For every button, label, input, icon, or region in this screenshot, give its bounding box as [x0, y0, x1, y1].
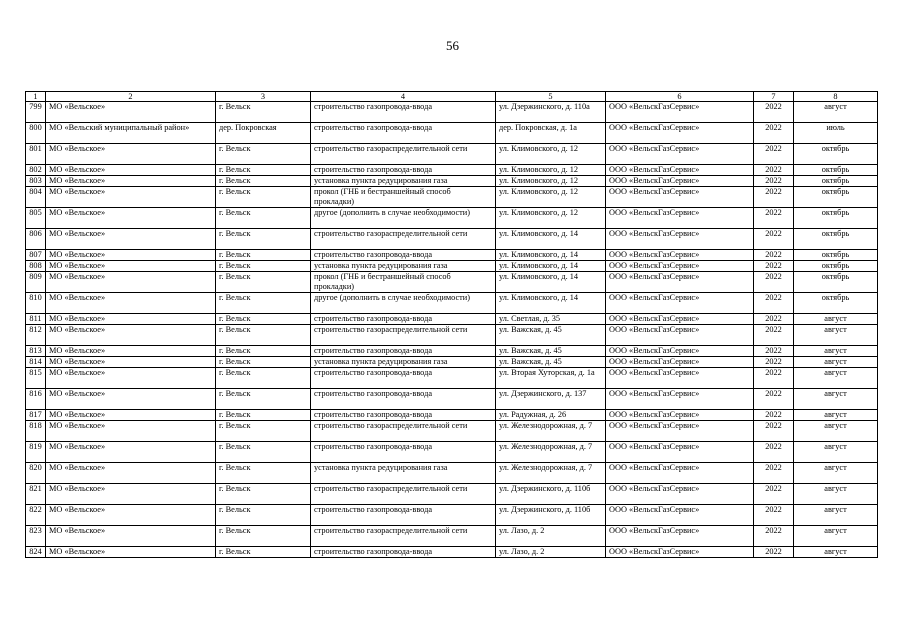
municipality-cell: МО «Вельское»: [46, 421, 216, 442]
row-number-cell: 824: [26, 547, 46, 558]
month-cell: август: [794, 505, 878, 526]
settlement-cell: г. Вельск: [216, 484, 311, 505]
row-number-cell: 819: [26, 442, 46, 463]
month-cell: август: [794, 547, 878, 558]
contractor-cell: ООО «ВельскГазСервис»: [606, 505, 754, 526]
contractor-cell: ООО «ВельскГазСервис»: [606, 357, 754, 368]
month-cell: октябрь: [794, 250, 878, 261]
settlement-cell: г. Вельск: [216, 165, 311, 176]
table-body: [26, 92, 878, 558]
address-cell: ул. Важская, д. 45: [496, 346, 606, 357]
year-cell: 2022: [754, 261, 794, 272]
contractor-cell: ООО «ВельскГазСервис»: [606, 442, 754, 463]
work-type-cell: установка пункта редуцирования газа: [311, 463, 496, 484]
row-number-cell: 809: [26, 272, 46, 293]
address-cell: ул. Климовского, д. 12: [496, 187, 606, 208]
month-cell: август: [794, 484, 878, 505]
work-type-cell: установка пункта редуцирования газа: [311, 357, 496, 368]
row-number-cell: 801: [26, 144, 46, 165]
settlement-cell: г. Вельск: [216, 261, 311, 272]
month-cell: август: [794, 442, 878, 463]
municipality-cell: МО «Вельское»: [46, 293, 216, 314]
municipality-cell: МО «Вельское»: [46, 442, 216, 463]
settlement-cell: г. Вельск: [216, 144, 311, 165]
work-type-cell: установка пункта редуцирования газа: [311, 261, 496, 272]
year-cell: 2022: [754, 357, 794, 368]
address-cell: ул. Климовского, д. 12: [496, 144, 606, 165]
column-header: 3: [216, 92, 311, 102]
work-type-cell: прокол (ГНБ и бестраншейный способ прокладки): [311, 272, 496, 293]
year-cell: 2022: [754, 123, 794, 144]
settlement-cell: г. Вельск: [216, 368, 311, 389]
settlement-cell: г. Вельск: [216, 346, 311, 357]
address-cell: ул. Климовского, д. 12: [496, 165, 606, 176]
table-row: [26, 123, 878, 144]
table-row: [26, 144, 878, 165]
municipality-cell: МО «Вельское»: [46, 547, 216, 558]
column-header: 5: [496, 92, 606, 102]
table-row: [26, 547, 878, 558]
contractor-cell: ООО «ВельскГазСервис»: [606, 421, 754, 442]
table-row: [26, 165, 878, 176]
table-row: [26, 410, 878, 421]
work-type-cell: строительство газопровода-ввода: [311, 547, 496, 558]
row-number-cell: 805: [26, 208, 46, 229]
contractor-cell: ООО «ВельскГазСервис»: [606, 165, 754, 176]
settlement-cell: г. Вельск: [216, 293, 311, 314]
municipality-cell: МО «Вельское»: [46, 368, 216, 389]
contractor-cell: ООО «ВельскГазСервис»: [606, 272, 754, 293]
table-row: [26, 526, 878, 547]
contractor-cell: ООО «ВельскГазСервис»: [606, 389, 754, 410]
contractor-cell: ООО «ВельскГазСервис»: [606, 229, 754, 250]
settlement-cell: дер. Покровская: [216, 123, 311, 144]
work-type-cell: строительство газопровода-ввода: [311, 165, 496, 176]
month-cell: август: [794, 325, 878, 346]
table-row: [26, 229, 878, 250]
table-row: [26, 102, 878, 123]
row-number-cell: 807: [26, 250, 46, 261]
work-type-cell: строительство газораспределительной сети: [311, 484, 496, 505]
month-cell: октябрь: [794, 229, 878, 250]
address-cell: ул. Климовского, д. 14: [496, 229, 606, 250]
settlement-cell: г. Вельск: [216, 389, 311, 410]
municipality-cell: МО «Вельское»: [46, 187, 216, 208]
settlement-cell: г. Вельск: [216, 442, 311, 463]
row-number-cell: 799: [26, 102, 46, 123]
municipality-cell: МО «Вельское»: [46, 208, 216, 229]
address-cell: ул. Климовского, д. 12: [496, 208, 606, 229]
contractor-cell: ООО «ВельскГазСервис»: [606, 484, 754, 505]
settlement-cell: г. Вельск: [216, 325, 311, 346]
row-number-cell: 811: [26, 314, 46, 325]
month-cell: август: [794, 368, 878, 389]
year-cell: 2022: [754, 442, 794, 463]
year-cell: 2022: [754, 229, 794, 250]
work-type-cell: строительство газораспределительной сети: [311, 325, 496, 346]
year-cell: 2022: [754, 176, 794, 187]
table-row: [26, 208, 878, 229]
table-row: [26, 463, 878, 484]
contractor-cell: ООО «ВельскГазСервис»: [606, 176, 754, 187]
row-number-cell: 808: [26, 261, 46, 272]
municipality-cell: МО «Вельское»: [46, 314, 216, 325]
work-type-cell: строительство газопровода-ввода: [311, 314, 496, 325]
municipality-cell: МО «Вельское»: [46, 102, 216, 123]
work-type-cell: строительство газопровода-ввода: [311, 346, 496, 357]
address-cell: ул. Дзержинского, д. 137: [496, 389, 606, 410]
settlement-cell: г. Вельск: [216, 505, 311, 526]
month-cell: октябрь: [794, 165, 878, 176]
settlement-cell: г. Вельск: [216, 229, 311, 250]
settlement-cell: г. Вельск: [216, 410, 311, 421]
year-cell: 2022: [754, 346, 794, 357]
municipality-cell: МО «Вельское»: [46, 463, 216, 484]
contractor-cell: ООО «ВельскГазСервис»: [606, 325, 754, 346]
table-row: [26, 176, 878, 187]
municipality-cell: МО «Вельское»: [46, 526, 216, 547]
column-header: 8: [794, 92, 878, 102]
month-cell: октябрь: [794, 272, 878, 293]
month-cell: август: [794, 102, 878, 123]
year-cell: 2022: [754, 389, 794, 410]
table-row: [26, 389, 878, 410]
address-cell: ул. Климовского, д. 14: [496, 272, 606, 293]
table-row: [26, 346, 878, 357]
work-type-cell: строительство газопровода-ввода: [311, 123, 496, 144]
month-cell: октябрь: [794, 187, 878, 208]
year-cell: 2022: [754, 272, 794, 293]
municipality-cell: МО «Вельское»: [46, 389, 216, 410]
row-number-cell: 818: [26, 421, 46, 442]
row-number-cell: 800: [26, 123, 46, 144]
page-number: 56: [446, 38, 459, 53]
work-type-cell: другое (дополнить в случае необходимости): [311, 208, 496, 229]
settlement-cell: г. Вельск: [216, 463, 311, 484]
address-cell: ул. Лазо, д. 2: [496, 547, 606, 558]
month-cell: август: [794, 526, 878, 547]
contractor-cell: ООО «ВельскГазСервис»: [606, 123, 754, 144]
settlement-cell: г. Вельск: [216, 102, 311, 123]
month-cell: июль: [794, 123, 878, 144]
municipality-cell: МО «Вельское»: [46, 229, 216, 250]
column-header: 6: [606, 92, 754, 102]
work-type-cell: строительство газопровода-ввода: [311, 250, 496, 261]
row-number-cell: 813: [26, 346, 46, 357]
municipality-cell: МО «Вельское»: [46, 325, 216, 346]
address-cell: ул. Вторая Хуторская, д. 1а: [496, 368, 606, 389]
row-number-cell: 812: [26, 325, 46, 346]
work-type-cell: строительство газопровода-ввода: [311, 442, 496, 463]
contractor-cell: ООО «ВельскГазСервис»: [606, 250, 754, 261]
address-cell: ул. Климовского, д. 14: [496, 261, 606, 272]
contractor-cell: ООО «ВельскГазСервис»: [606, 144, 754, 165]
month-cell: август: [794, 463, 878, 484]
month-cell: октябрь: [794, 144, 878, 165]
row-number-cell: 823: [26, 526, 46, 547]
year-cell: 2022: [754, 165, 794, 176]
table-header-row: [26, 92, 878, 102]
year-cell: 2022: [754, 547, 794, 558]
contractor-cell: ООО «ВельскГазСервис»: [606, 346, 754, 357]
settlement-cell: г. Вельск: [216, 176, 311, 187]
row-number-cell: 802: [26, 165, 46, 176]
address-cell: ул. Лазо, д. 2: [496, 526, 606, 547]
contractor-cell: ООО «ВельскГазСервис»: [606, 547, 754, 558]
table-row: [26, 314, 878, 325]
year-cell: 2022: [754, 484, 794, 505]
table-row: [26, 484, 878, 505]
contractor-cell: ООО «ВельскГазСервис»: [606, 293, 754, 314]
settlement-cell: г. Вельск: [216, 421, 311, 442]
work-type-cell: строительство газораспределительной сети: [311, 421, 496, 442]
address-cell: дер. Покровская, д. 1а: [496, 123, 606, 144]
work-type-cell: другое (дополнить в случае необходимости): [311, 293, 496, 314]
municipality-cell: МО «Вельское»: [46, 272, 216, 293]
address-cell: ул. Дзержинского, д. 110б: [496, 505, 606, 526]
settlement-cell: г. Вельск: [216, 526, 311, 547]
year-cell: 2022: [754, 208, 794, 229]
work-type-cell: строительство газопровода-ввода: [311, 102, 496, 123]
address-cell: ул. Важская, д. 45: [496, 357, 606, 368]
address-cell: ул. Железнодорожная, д. 7: [496, 442, 606, 463]
row-number-cell: 803: [26, 176, 46, 187]
year-cell: 2022: [754, 187, 794, 208]
contractor-cell: ООО «ВельскГазСервис»: [606, 463, 754, 484]
month-cell: август: [794, 357, 878, 368]
contractor-cell: ООО «ВельскГазСервис»: [606, 410, 754, 421]
year-cell: 2022: [754, 410, 794, 421]
year-cell: 2022: [754, 505, 794, 526]
address-cell: ул. Железнодорожная, д. 7: [496, 421, 606, 442]
municipality-cell: МО «Вельское»: [46, 165, 216, 176]
work-type-cell: строительство газораспределительной сети: [311, 526, 496, 547]
row-number-cell: 820: [26, 463, 46, 484]
contractor-cell: ООО «ВельскГазСервис»: [606, 187, 754, 208]
row-number-cell: 817: [26, 410, 46, 421]
year-cell: 2022: [754, 463, 794, 484]
row-number-cell: 822: [26, 505, 46, 526]
table-row: [26, 272, 878, 293]
year-cell: 2022: [754, 293, 794, 314]
table-row: [26, 368, 878, 389]
table-row: [26, 187, 878, 208]
month-cell: август: [794, 421, 878, 442]
contractor-cell: ООО «ВельскГазСервис»: [606, 314, 754, 325]
month-cell: октябрь: [794, 176, 878, 187]
address-cell: ул. Светлая, д. 35: [496, 314, 606, 325]
settlement-cell: г. Вельск: [216, 208, 311, 229]
year-cell: 2022: [754, 325, 794, 346]
work-type-cell: строительство газопровода-ввода: [311, 389, 496, 410]
year-cell: 2022: [754, 314, 794, 325]
month-cell: август: [794, 346, 878, 357]
work-type-cell: строительство газопровода-ввода: [311, 368, 496, 389]
column-header: 1: [26, 92, 46, 102]
month-cell: октябрь: [794, 293, 878, 314]
year-cell: 2022: [754, 421, 794, 442]
month-cell: октябрь: [794, 261, 878, 272]
table-row: [26, 261, 878, 272]
table-row: [26, 250, 878, 261]
municipality-cell: МО «Вельское»: [46, 261, 216, 272]
municipality-cell: МО «Вельский муниципальный район»: [46, 123, 216, 144]
month-cell: август: [794, 314, 878, 325]
row-number-cell: 821: [26, 484, 46, 505]
table-row: [26, 293, 878, 314]
address-cell: ул. Радужная, д. 26: [496, 410, 606, 421]
row-number-cell: 816: [26, 389, 46, 410]
work-type-cell: строительство газопровода-ввода: [311, 505, 496, 526]
municipality-cell: МО «Вельское»: [46, 250, 216, 261]
work-type-cell: установка пункта редуцирования газа: [311, 176, 496, 187]
address-cell: ул. Климовского, д. 14: [496, 250, 606, 261]
year-cell: 2022: [754, 250, 794, 261]
month-cell: октябрь: [794, 208, 878, 229]
row-number-cell: 815: [26, 368, 46, 389]
municipality-cell: МО «Вельское»: [46, 176, 216, 187]
gasification-table: [25, 91, 878, 558]
address-cell: ул. Климовского, д. 14: [496, 293, 606, 314]
year-cell: 2022: [754, 144, 794, 165]
municipality-cell: МО «Вельское»: [46, 505, 216, 526]
address-cell: ул. Климовского, д. 12: [496, 176, 606, 187]
table-row: [26, 421, 878, 442]
settlement-cell: г. Вельск: [216, 547, 311, 558]
address-cell: ул. Железнодорожная, д. 7: [496, 463, 606, 484]
column-header: 2: [46, 92, 216, 102]
settlement-cell: г. Вельск: [216, 314, 311, 325]
work-type-cell: прокол (ГНБ и бестраншейный способ прокладки): [311, 187, 496, 208]
contractor-cell: ООО «ВельскГазСервис»: [606, 526, 754, 547]
row-number-cell: 806: [26, 229, 46, 250]
settlement-cell: г. Вельск: [216, 187, 311, 208]
contractor-cell: ООО «ВельскГазСервис»: [606, 368, 754, 389]
municipality-cell: МО «Вельское»: [46, 410, 216, 421]
municipality-cell: МО «Вельское»: [46, 484, 216, 505]
contractor-cell: ООО «ВельскГазСервис»: [606, 102, 754, 123]
row-number-cell: 810: [26, 293, 46, 314]
contractor-cell: ООО «ВельскГазСервис»: [606, 261, 754, 272]
work-type-cell: строительство газораспределительной сети: [311, 144, 496, 165]
month-cell: август: [794, 410, 878, 421]
address-cell: ул. Важская, д. 45: [496, 325, 606, 346]
municipality-cell: МО «Вельское»: [46, 346, 216, 357]
contractor-cell: ООО «ВельскГазСервис»: [606, 208, 754, 229]
work-type-cell: строительство газораспределительной сети: [311, 229, 496, 250]
year-cell: 2022: [754, 526, 794, 547]
settlement-cell: г. Вельск: [216, 250, 311, 261]
row-number-cell: 804: [26, 187, 46, 208]
address-cell: ул. Дзержинского, д. 110б: [496, 484, 606, 505]
municipality-cell: МО «Вельское»: [46, 144, 216, 165]
table-row: [26, 505, 878, 526]
address-cell: ул. Дзержинского, д. 110а: [496, 102, 606, 123]
column-header: 4: [311, 92, 496, 102]
table-row: [26, 442, 878, 463]
settlement-cell: г. Вельск: [216, 357, 311, 368]
work-type-cell: строительство газопровода-ввода: [311, 410, 496, 421]
column-header: 7: [754, 92, 794, 102]
year-cell: 2022: [754, 102, 794, 123]
table-row: [26, 357, 878, 368]
settlement-cell: г. Вельск: [216, 272, 311, 293]
row-number-cell: 814: [26, 357, 46, 368]
month-cell: август: [794, 389, 878, 410]
year-cell: 2022: [754, 368, 794, 389]
table-row: [26, 325, 878, 346]
municipality-cell: МО «Вельское»: [46, 357, 216, 368]
